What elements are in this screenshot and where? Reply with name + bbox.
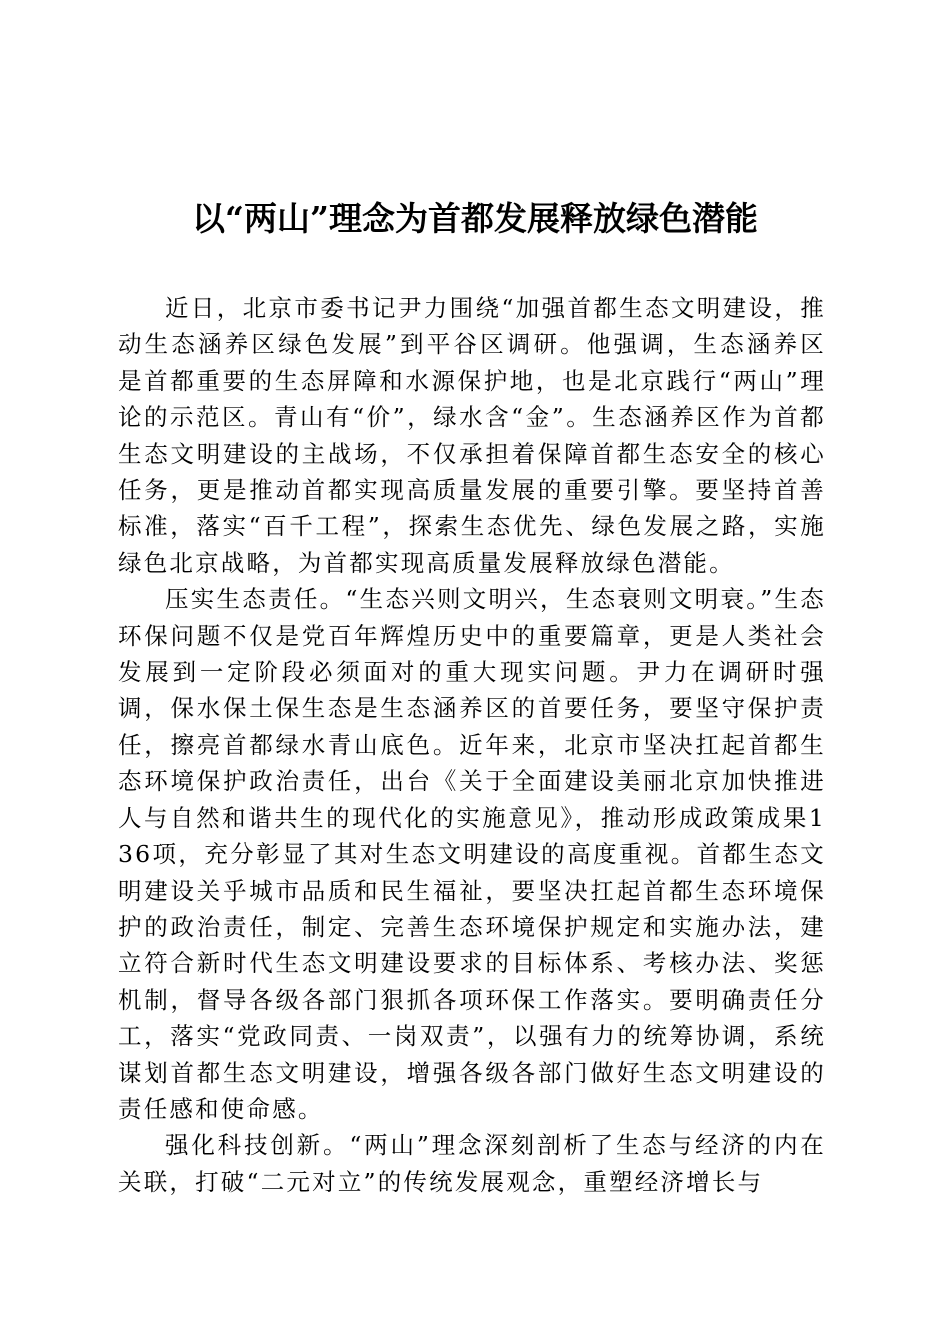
document-body — [118, 290, 826, 1200]
document-title: 以“两山”理念为首都发展释放绿色潜能 — [192, 199, 758, 238]
paragraph-intro: 近日，北京市委书记尹力围绕“加强首都生态文明建设，推动生态涵养区绿色发展”到平谷区调研。他强调，生态涵养区是首都重要的生态屏障和水源保护地，也是北京践行“两山”理论的示范区。青山有“价”，绿水含“金”。生态涵养区作为首都生态文明建设的主战场，不仅承担着保障首都生态安全的核心任务，更是推动首都实现高质量发展的重要引擎。要坚持首善标准，落实“百千工程”，探索生态优先、绿色发展之路，实施绿色北京战略，为首都实现高质量发展释放绿色潜能。 — [118, 294, 826, 577]
paragraph-tech-innovation: 强化科技创新。“两山”理念深刻剖析了生态与经济的内在关联，打破“二元对立”的传统发展观念，重塑经济增长与 — [118, 1131, 826, 1196]
paragraph-ecological-responsibility: 压实生态责任。“生态兴则文明兴，生态衰则文明衰。”生态环保问题不仅是党百年辉煌历史中的重要篇章，更是人类社会发展到一定阶段必须面对的重大现实问题。尹力在调研时强调，保水保土保生态是生态涵养区的首要任务，要坚守保护责任，擦亮首都绿水青山底色。近年来，北京市坚决扛起首都生态环境保护政治责任，出台《关于全面建设美丽北京加快推进人与自然和谐共生的现代化的实施意见》，推动形成政策成果136项，充分彰显了其对生态文明建设的高度重视。首都生态文明建设关乎城市品质和民生福祉，要坚决扛起首都生态环境保护的政治责任，制定、完善生态环境保护规定和实施办法，建立符合新时代生态文明建设要求的目标体系、考核办法、奖惩机制，督导各级各部门狠抓各项环保工作落实。要明确责任分工，落实“党政同责、一岗双责”，以强有力的统筹协调，系统谋划首都生态文明建设，增强各级各部门做好生态文明建设的责任感和使命感。 — [118, 585, 826, 1123]
